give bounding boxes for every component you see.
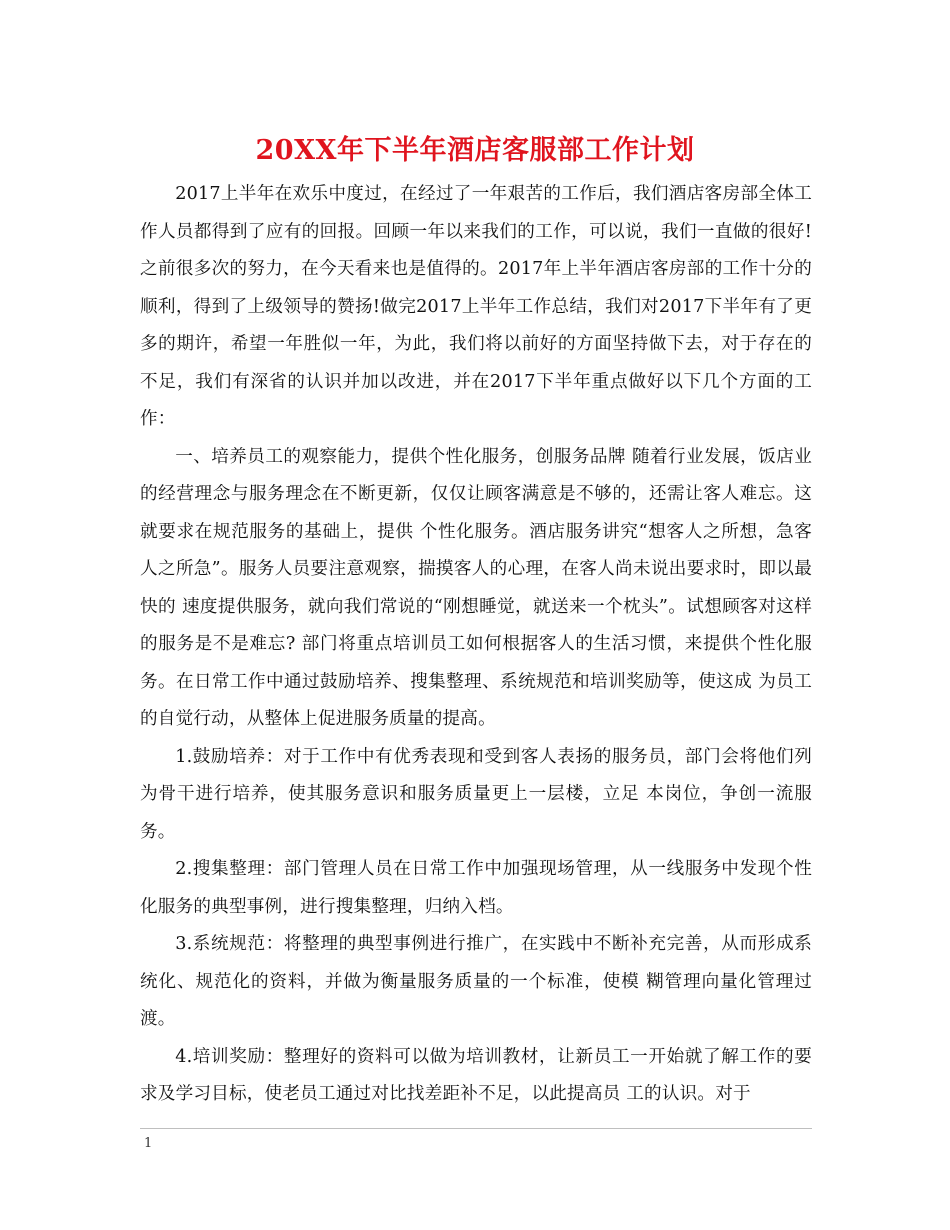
paragraph-intro: 2017上半年在欢乐中度过，在经过了一年艰苦的工作后，我们酒店客房部全体工作人员都得到了应有的回报。回顾一年以来我们的工作，可以说，我们一直做的很好!之前很多次的努力，在今天看来也是值得的。2017年上半年酒店客房部的工作十分的顺利，得到了上级领导的赞扬!做完2017上半年工作总结，我们对2017下半年有了更多的期许，希望一年胜似一年，为此，我们将以前好的方面坚持做下去，对于存在的不足，我们有深省的认识并加以改进，并在2017下半年重点做好以下几个方面的工作：	[140, 184, 812, 429]
paragraph-item-2: 2.搜集整理：部门管理人员在日常工作中加强现场管理，从一线服务中发现个性化服务的典型事例，进行搜集整理，归纳入档。	[140, 859, 812, 917]
paragraph-item-4: 4.培训奖励：整理好的资料可以做为培训教材，让新员工一开始就了解工作的要求及学习目标，使老员工通过对比找差距补不足，以此提高员 工的认识。对于	[140, 1046, 812, 1104]
paragraph-item-3: 3.系统规范：将整理的典型事例进行推广，在实践中不断补充完善，从而形成系统化、规范化的资料，并做为衡量服务质量的一个标准，使模 糊管理向量化管理过渡。	[140, 934, 812, 1029]
paragraph-section-1: 一、培养员工的观察能力，提供个性化服务，创服务品牌 随着行业发展，饭店业的经营理念与服务理念在不断更新，仅仅让顾客满意是不够的，还需让客人难忘。这就要求在规范服务的基础上，提供 个性化服务。酒店服务讲究“想客人之所想，急客人之所急”。服务人员要注意观察，揣摸客人的心理，在客人尚未说出要求时，即以最快的 速度提供服务，就向我们常说的“刚想睡觉，就送来一个枕头”。试想顾客对这样的服务是不是难忘? 部门将重点培训员工如何根据客人的生活习惯，来提供个性化服务。在日常工作中通过鼓励培养、搜集整理、系统规范和培训奖励等，使这成 为员工的自觉行动，从整体上促进服务质量的提高。	[140, 446, 812, 729]
page-number: 1	[144, 1136, 153, 1151]
footer-divider	[140, 1128, 812, 1129]
paragraph-item-1: 1.鼓励培养：对于工作中有优秀表现和受到客人表扬的服务员，部门会将他们列为骨干进行培养，使其服务意识和服务质量更上一层楼，立足 本岗位，争创一流服务。	[140, 746, 812, 842]
document-body	[140, 176, 812, 1114]
document-title: 20XX年下半年酒店客服部工作计划	[255, 135, 695, 166]
